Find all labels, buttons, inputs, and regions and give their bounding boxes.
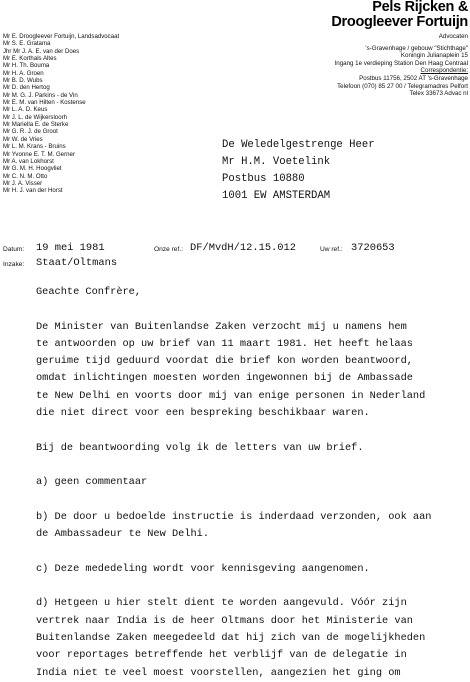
partner-name: Jhr Mr J. A. E. van der Does <box>3 47 80 55</box>
subject-label: Inzake: <box>3 261 25 268</box>
office-address-block <box>293 33 468 98</box>
office-line-4: Postbus 11756, 2502 AT 's-Gravenhage <box>359 74 468 82</box>
partner-name: Mr Mariella E. de Sterke <box>3 121 69 129</box>
correspondence-label: Correspondentie: <box>420 67 468 75</box>
addressee-block <box>222 137 375 205</box>
paragraph-1-line: geruime tijd geduurd voordat die brief kon worden beantwoord, <box>36 355 413 368</box>
paragraph-1-line: te antwoorden op uw brief van 11 maart 1981. Het heeft helaas <box>36 337 413 350</box>
partner-name: Mr G. R. J. de Groot <box>3 128 58 136</box>
item-d-line: d) Hetgeen u hier stelt dient te worden aangevuld. Vóór zijn <box>36 597 407 610</box>
partner-name: Mr C. N. M. Otto <box>3 172 48 180</box>
addressee-line-1: De Weledelgestrenge Heer <box>222 139 375 151</box>
your-ref-value: 3720653 <box>351 242 395 254</box>
partner-name: Mr L. A. D. Keus <box>3 106 48 114</box>
office-line-1: 's-Gravenhage / gebouw "Stichthage" <box>365 44 468 52</box>
partners-list <box>3 33 168 195</box>
partner-name: Mr J. L. de Wijkersloorh <box>3 113 67 121</box>
date-label: Datum: <box>3 246 25 253</box>
item-c: c) Deze mededeling wordt voor kennisgeving aangenomen. <box>36 562 370 575</box>
partner-name: Mr L. M. Krans - Bruins <box>3 143 66 151</box>
partner-name: Mr W. de Vries <box>3 135 43 143</box>
office-line-2: Koningin Julianaplein 15 <box>400 52 468 60</box>
partner-name: Mr A. van Lokhorst <box>3 157 54 165</box>
date-value: 19 mei 1981 <box>36 242 105 254</box>
addressee-line-2: Mr H.M. Voetelink <box>222 156 331 168</box>
partner-name: Mr H. Th. Bouma <box>3 62 50 70</box>
firm-name <box>268 0 468 30</box>
item-d-line: vertrek naar India is de heer Oltmans door het Ministerie van <box>36 614 413 627</box>
partner-name: Mr E. Korthals Altes <box>3 55 57 63</box>
firm-name-line-1: Pels Rijcken & <box>372 0 468 15</box>
paragraph-1-line: omdat inlichtingen moesten worden ingewonnen bij de Ambassade <box>36 372 413 385</box>
partner-name: Mr Yvonne E. T. M. Gerner <box>3 150 75 158</box>
paragraph-1-line: te New Delhi en voorts door mij van enige personen in Nederland <box>36 389 426 402</box>
our-ref-value: DF/MvdH/12.15.012 <box>190 242 297 254</box>
firm-name-line-2: Droogleever Fortuijn <box>331 14 468 30</box>
item-d-line: voor reportages betreffende het verblijf van de delegatie in <box>36 649 407 662</box>
office-subtitle: Advocaten <box>438 33 468 40</box>
item-b-line: b) De door u bedoelde instructie is inderdaad verzonden, ook aan <box>36 510 432 523</box>
paragraph-1-line: De Minister van Buitenlandse Zaken verzocht mij u namens hem <box>36 320 407 333</box>
partner-name: Mr S. E. Gratama <box>3 40 51 48</box>
letter-body <box>36 284 456 682</box>
office-line-3: Ingang 1e verdieping Station Den Haag Centraal <box>334 59 468 67</box>
partner-name: Mr H. J. van der Horst <box>3 187 63 195</box>
partner-name: Mr H. A. Groen <box>3 69 44 77</box>
office-line-5: Telefoon (070) 85 27 00 / Telegramadres Pelfort <box>337 82 468 90</box>
paragraph-1-line: die niet direct voor een bespreking beschikbaar waren. <box>36 407 370 420</box>
addressee-line-4: 1001 EW AMSTERDAM <box>222 190 331 202</box>
office-line-6: Telex 33673 Advac nl <box>409 90 468 98</box>
paragraph-2: Bij de beantwoording volg ik de letters van uw brief. <box>36 441 364 454</box>
subject-value: Staat/Oltmans <box>36 257 118 269</box>
item-d-line: India niet te veel moest voorstellen, aangezien het ging om <box>36 666 401 679</box>
partner-name: Mr M. G. J. Parkins - de Vin <box>3 91 78 99</box>
partner-name: Mr D. den Hertog <box>3 84 50 92</box>
item-d-line: Buitenlandse Zaken meegedeeld dat hij zich van de mogelijkheden <box>36 631 426 644</box>
addressee-line-3: Postbus 10880 <box>222 173 305 185</box>
partner-name: Mr E. M. van Hilten - Kostense <box>3 99 86 107</box>
partner-name: Mr J. A. Visser <box>3 179 43 187</box>
our-ref-label: Onze ref.: <box>154 246 183 253</box>
partner-name: Mr E. Droogleever Fortuijn, Landsadvocaat <box>3 33 120 40</box>
your-ref-label: Uw ref.: <box>320 246 343 253</box>
item-a: a) geen commentaar <box>36 476 148 489</box>
partner-name: Mr B. D. Wubs <box>3 77 43 85</box>
reference-row <box>3 242 468 272</box>
partner-name: Mr G. M. H. Hoogvliet <box>3 165 62 173</box>
salutation: Geachte Confrère, <box>36 286 142 298</box>
item-b-line: de Ambassadeur te New Delhi. <box>36 528 210 541</box>
